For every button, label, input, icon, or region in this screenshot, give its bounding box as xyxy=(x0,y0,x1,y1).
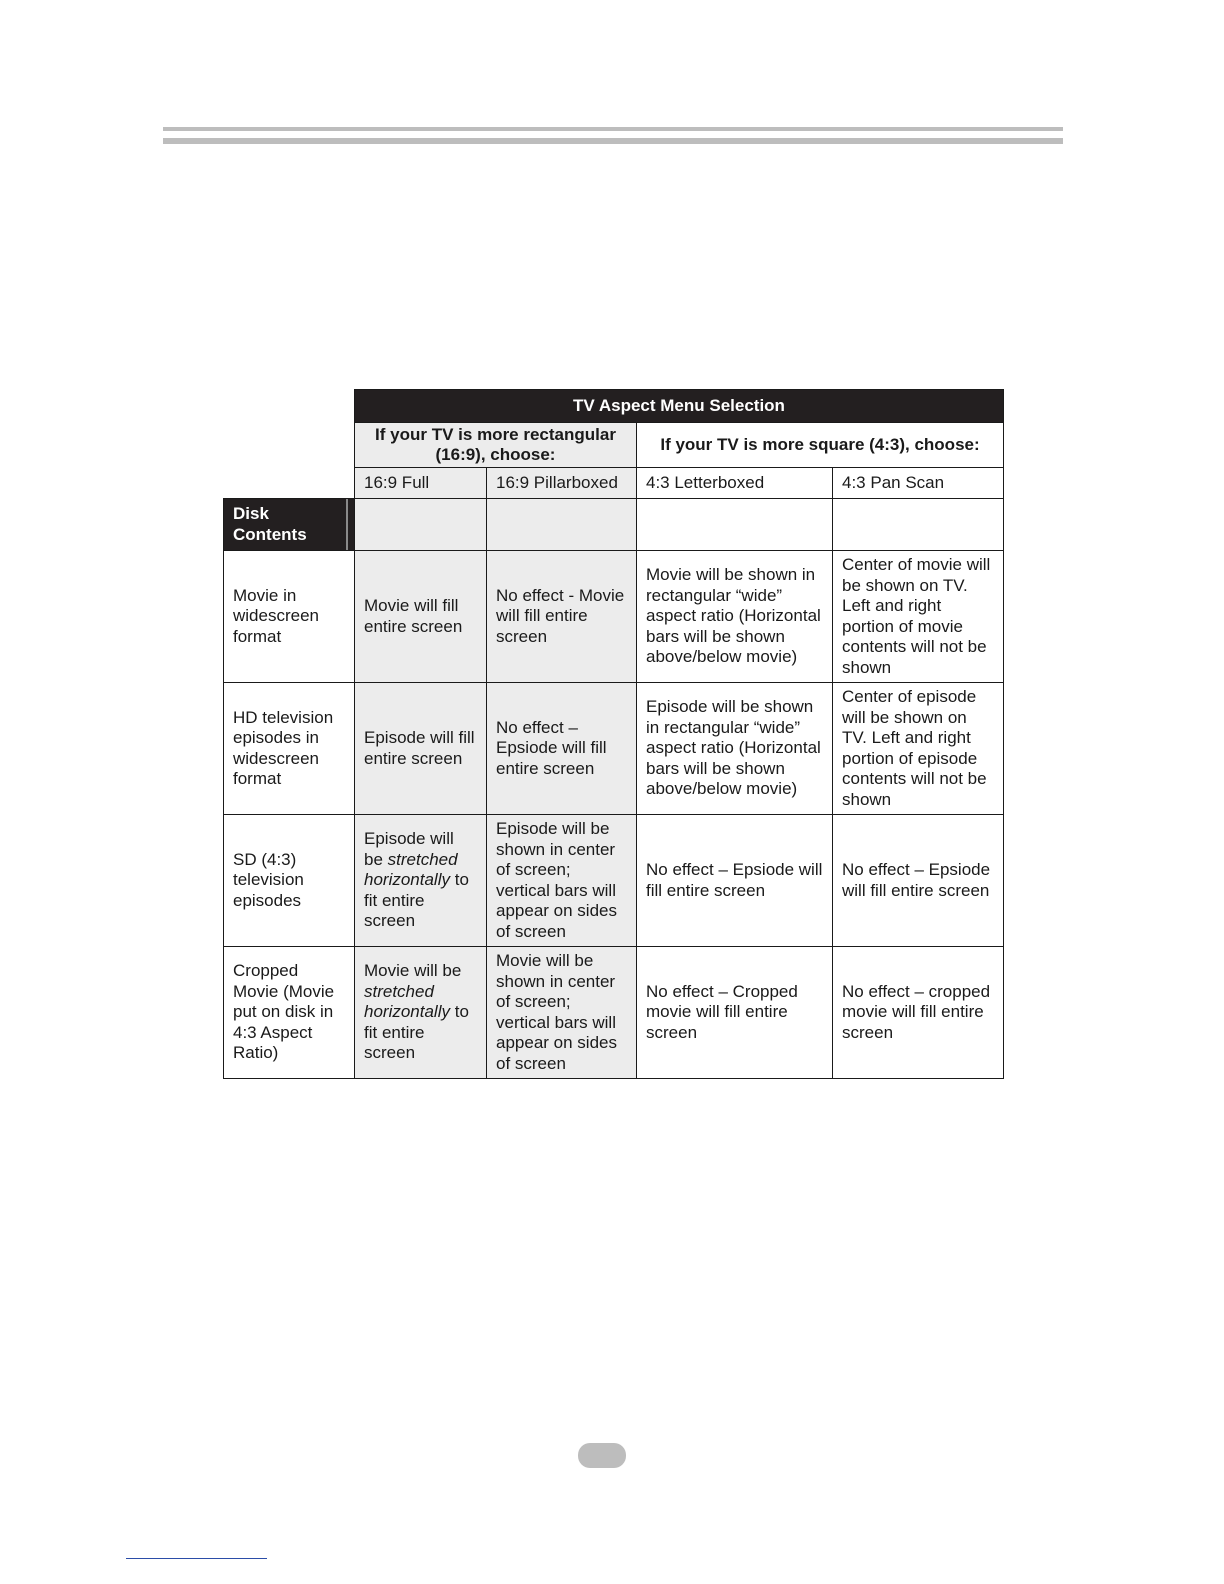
cell-43-panscan: Center of movie will be shown on TV. Left and right portion of movie contents will not be shown xyxy=(833,551,1004,683)
row-label: HD television episodes in widescreen format xyxy=(224,683,355,815)
cell-169-pillarboxed: Episode will be shown in center of screen; vertical bars will appear on sides of screen xyxy=(487,815,637,947)
corner-blank xyxy=(224,423,355,468)
emphasis-text: stretched horizontally xyxy=(364,981,450,1022)
cell-text: to fit entire screen xyxy=(364,1002,469,1063)
cell-169-pillarboxed: Movie will be shown in center of screen; vertical bars will appear on sides of screen xyxy=(487,947,637,1079)
corner-blank xyxy=(224,468,355,499)
table-row xyxy=(224,947,1004,1079)
group-rectangular: If your TV is more rectangular (16:9), choose: xyxy=(355,423,637,468)
title-row xyxy=(224,390,1004,423)
cell-169-pillarboxed: No effect – Epsiode will fill entire screen xyxy=(487,683,637,815)
footer-link-underline xyxy=(126,1558,267,1559)
spacer-cell xyxy=(487,499,637,551)
cell-text: to fit entire screen xyxy=(364,870,469,931)
option-169-pillarboxed: 16:9 Pillarboxed xyxy=(487,468,637,499)
disk-header-row xyxy=(224,499,1004,551)
cell-43-panscan: No effect – Epsiode will fill entire screen xyxy=(833,815,1004,947)
disk-contents-label: Disk Contents xyxy=(233,504,307,544)
spacer-cell xyxy=(637,499,833,551)
cell-169-full xyxy=(355,947,487,1079)
option-43-letterboxed: 4:3 Letterboxed xyxy=(637,468,833,499)
emphasis-text: stretched horizontally xyxy=(364,849,458,890)
disk-contents-header xyxy=(224,499,355,551)
page-number-pill xyxy=(578,1443,626,1468)
cell-169-full xyxy=(355,815,487,947)
header-edge-divider xyxy=(346,499,348,550)
header-rule-top xyxy=(163,127,1063,131)
table-row xyxy=(224,815,1004,947)
corner-blank xyxy=(224,390,355,423)
options-row xyxy=(224,468,1004,499)
group-square: If your TV is more square (4:3), choose: xyxy=(637,423,1004,468)
cell-43-panscan: Center of episode will be shown on TV. Left and right portion of episode contents will not be shown xyxy=(833,683,1004,815)
cell-text: Episode will be xyxy=(364,829,454,869)
cell-43-letterboxed: Episode will be shown in rectangular “wide” aspect ratio (Horizontal bars will be shown above/below movie) xyxy=(637,683,833,815)
option-43-panscan: 4:3 Pan Scan xyxy=(833,468,1004,499)
row-label: SD (4:3) television episodes xyxy=(224,815,355,947)
cell-169-pillarboxed: No effect - Movie will fill entire screen xyxy=(487,551,637,683)
table-row xyxy=(224,683,1004,815)
row-label: Movie in widescreen format xyxy=(224,551,355,683)
spacer-cell xyxy=(355,499,487,551)
cell-169-full: Episode will fill entire screen xyxy=(355,683,487,815)
header-rule-bottom xyxy=(163,138,1063,144)
group-row xyxy=(224,423,1004,468)
spacer-cell xyxy=(833,499,1004,551)
cell-43-letterboxed: No effect – Cropped movie will fill entire screen xyxy=(637,947,833,1079)
cell-43-letterboxed: No effect – Epsiode will fill entire screen xyxy=(637,815,833,947)
option-169-full: 16:9 Full xyxy=(355,468,487,499)
cell-43-letterboxed: Movie will be shown in rectangular “wide” aspect ratio (Horizontal bars will be shown above/below movie) xyxy=(637,551,833,683)
cell-169-full: Movie will fill entire screen xyxy=(355,551,487,683)
table-row xyxy=(224,551,1004,683)
cell-text: Movie will be xyxy=(364,961,462,981)
table-title: TV Aspect Menu Selection xyxy=(355,390,1004,423)
tv-aspect-table xyxy=(223,389,1004,1079)
row-label: Cropped Movie (Movie put on disk in 4:3 Aspect Ratio) xyxy=(224,947,355,1079)
cell-43-panscan: No effect – cropped movie will fill entire screen xyxy=(833,947,1004,1079)
